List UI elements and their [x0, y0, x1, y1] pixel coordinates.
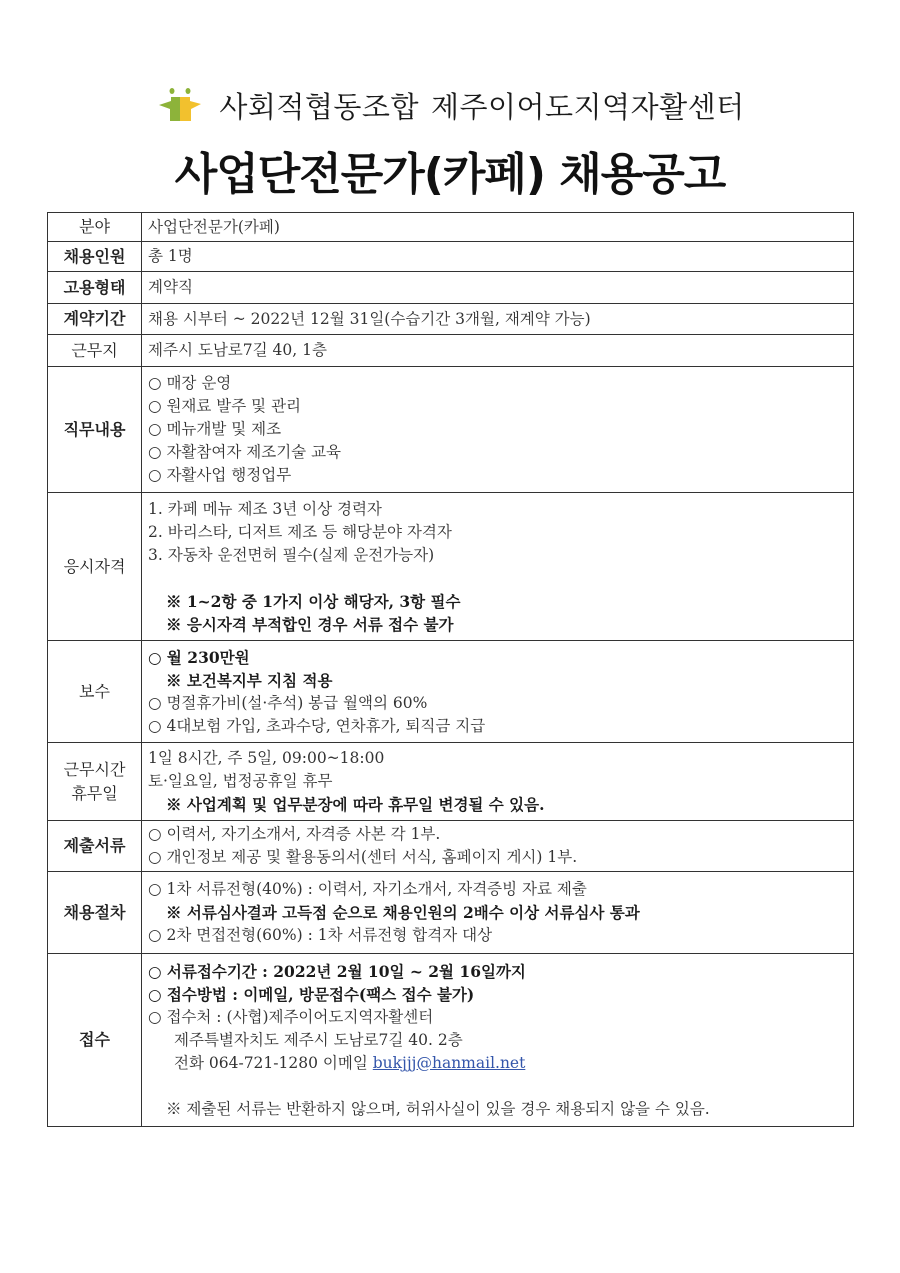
list-item: ○ 개인정보 제공 및 활용동의서(센터 서식, 홈페이지 게시) 1부. [148, 848, 578, 866]
list-item: 토·일요일, 법정공휴일 휴무 [148, 772, 333, 790]
application-place: ○ 접수처 : (사협)제주이어도지역자활센터 [148, 1007, 434, 1026]
list-item: ○ 4대보험 가입, 초과수당, 연차휴가, 퇴직금 지급 [148, 716, 486, 735]
label-field: 분야 [48, 213, 142, 242]
label-contract-period: 계약기간 [48, 304, 142, 335]
org-center-name: 제주이어도지역자활센터 [430, 89, 745, 124]
list-item: ○ 자활참여자 제조기술 교육 [148, 443, 342, 461]
application-method: ○ 접수방법 : 이메일, 방문접수(팩스 접수 불가) [148, 984, 475, 1004]
page-title: 사업단전문가(카페) 채용공고 [174, 149, 726, 200]
value-workplace: 제주시 도남로7길 40, 1층 [142, 335, 854, 367]
label-qualifications: 응시자격 [48, 493, 142, 641]
cooperative-logo-icon [155, 85, 205, 125]
qualifications-list [142, 493, 854, 641]
note: ※ 보건복지부 지침 적용 [166, 670, 333, 690]
row-workplace [48, 335, 854, 367]
list-item: ○ 1차 서류전형(40%) : 이력서, 자기소개서, 자격증빙 자료 제출 [148, 880, 587, 898]
row-headcount [48, 242, 854, 272]
list-item: ○ 이력서, 자기소개서, 자격증 사본 각 1부. [148, 825, 441, 843]
label-hours-line1: 근무시간 [63, 759, 126, 779]
list-item: ○ 메뉴개발 및 제조 [148, 420, 282, 438]
label-salary: 보수 [48, 641, 142, 743]
list-item: ○ 자활사업 행정업무 [148, 466, 292, 484]
row-documents [48, 821, 854, 872]
list-item: ○ 명절휴가비(설·추석) 봉급 월액의 60% [148, 693, 428, 712]
row-qualifications [48, 493, 854, 641]
row-employment-type [48, 272, 854, 304]
label-procedure: 채용절차 [48, 872, 142, 954]
organization-header [0, 80, 900, 130]
list-item: ○ 2차 면접전형(60%) : 1차 서류전형 합격자 대상 [148, 926, 493, 944]
list-item: ○ 원재료 발주 및 관리 [148, 397, 302, 415]
value-field: 사업단전문가(카페) [142, 213, 854, 242]
hours-list [142, 743, 854, 821]
list-item: 1. 카페 메뉴 제조 3년 이상 경력자 [148, 499, 382, 518]
email-link[interactable]: bukjjj@hanmail.net [372, 1053, 526, 1072]
disclaimer: ※ 제출된 서류는 반환하지 않으며, 허위사실이 있을 경우 채용되지 않을 수 있음. [166, 1099, 710, 1118]
job-posting-table [47, 212, 854, 1127]
row-procedure [48, 872, 854, 954]
label-hours-line2: 휴무일 [71, 783, 118, 803]
label-hours [48, 743, 142, 821]
value-employment-type: 계약직 [142, 272, 854, 304]
value-contract-period: 채용 시부터 ~ 2022년 12월 31일(수습기간 3개월, 재계약 가능) [142, 304, 854, 335]
note: ※ 서류심사결과 고득점 순으로 채용인원의 2배수 이상 서류심사 통과 [166, 903, 640, 922]
row-contract-period [48, 304, 854, 335]
note: ※ 1~2항 중 1가지 이상 해당자, 3항 필수 [166, 591, 461, 611]
organization-name [219, 85, 744, 126]
row-salary [48, 641, 854, 743]
application-address: 제주특별자치도 제주시 도남로7길 40. 2층 [174, 1030, 463, 1049]
spacer [148, 1075, 847, 1098]
list-item: 1일 8시간, 주 5일, 09:00~18:00 [148, 749, 385, 767]
note: ※ 사업계획 및 업무분장에 따라 휴무일 변경될 수 있음. [166, 795, 545, 814]
salary-amount: ○ 월 230만원 [148, 647, 250, 667]
row-field [48, 213, 854, 242]
list-item: 3. 자동차 운전면허 필수(실제 운전가능자) [148, 545, 435, 564]
spacer [148, 567, 847, 590]
label-duties: 직무내용 [48, 367, 142, 493]
org-type: 사회적협동조합 [219, 89, 419, 124]
label-application: 접수 [48, 954, 142, 1127]
duties-list [142, 367, 854, 493]
list-item: ○ 매장 운영 [148, 374, 232, 392]
label-workplace: 근무지 [48, 335, 142, 367]
salary-list [142, 641, 854, 743]
row-hours [48, 743, 854, 821]
label-employment-type: 고용형태 [48, 272, 142, 304]
list-item: 2. 바리스타, 디저트 제조 등 해당분야 자격자 [148, 522, 452, 541]
row-duties [48, 367, 854, 493]
documents-list [142, 821, 854, 872]
application-period: ○ 서류접수기간 : 2022년 2월 10일 ~ 2월 16일까지 [148, 961, 526, 981]
application-list [142, 954, 854, 1127]
procedure-list [142, 872, 854, 954]
row-application [48, 954, 854, 1127]
contact-phone: 전화 064-721-1280 이메일 [174, 1053, 373, 1072]
note: ※ 응시자격 부적합인 경우 서류 접수 불가 [166, 614, 454, 634]
label-documents: 제출서류 [48, 821, 142, 872]
label-headcount: 채용인원 [48, 242, 142, 272]
value-headcount: 총 1명 [142, 242, 854, 272]
application-contact [148, 1052, 847, 1075]
